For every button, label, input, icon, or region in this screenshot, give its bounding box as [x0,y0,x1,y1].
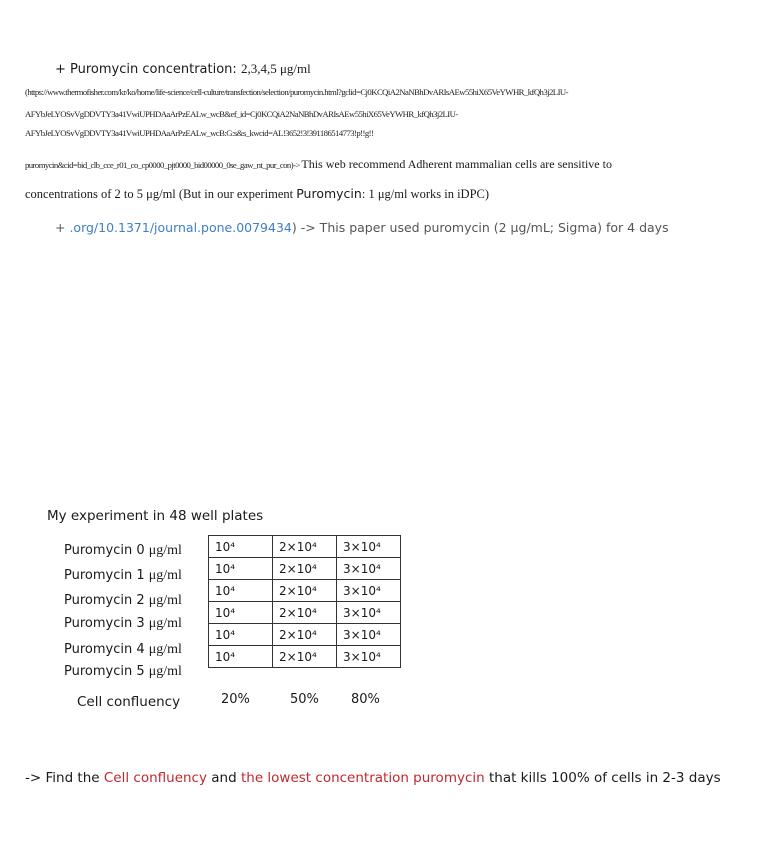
note-part-1: concentrations of 2 to 5 μg/ml (But in our experiment [25,187,297,201]
row-label-unit: μg/ml [148,664,182,679]
conclusion-highlight-confluency: Cell confluency [103,770,207,786]
conclusion-part-3: that kills 100% of cells in 2-3 days [484,770,721,786]
table-cell: 2×10⁴ [273,580,337,602]
table-row [209,646,401,668]
table-cell: 10⁴ [209,646,273,668]
row-label-text: Puromycin 2 [64,593,149,608]
table-cell: 3×10⁴ [337,602,401,624]
row-label-unit: μg/ml [148,616,182,631]
conclusion-highlight-concentration: the lowest concentration puromycin [240,770,485,786]
table-row [209,558,401,580]
table-cell: 2×10⁴ [273,602,337,624]
confluency-value: 80% [351,692,380,707]
cell-confluency-label: Cell confluency [77,694,181,710]
conclusion-part-2: and [206,770,241,786]
row-label-puromycin-4 [64,642,182,658]
confluency-value: 20% [221,692,250,707]
table-cell: 10⁴ [209,580,273,602]
table-cell: 10⁴ [209,624,273,646]
table-cell: 3×10⁴ [337,558,401,580]
table-cell: 3×10⁴ [337,646,401,668]
source-url-line-4 [25,157,612,172]
experiment-heading: My experiment in 48 well plates [47,508,264,524]
table-cell: 2×10⁴ [273,536,337,558]
row-label-puromycin-1 [64,568,182,584]
concentration-prefix: + Puromycin concentration: [55,62,241,77]
paper-suffix: ) -> This paper used puromycin (2 μg/mL; Sigma) for 4 days [291,220,669,235]
row-label-text: Puromycin 3 [64,616,149,631]
doi-link[interactable]: .org/10.1371/journal.pone.0079434 [69,220,292,235]
concentration-note [25,186,489,202]
source-url-line-1[interactable]: (https://www.thermofisher.com/kr/ko/home/life-science/cell-culture/transfection/selection/puromycin.html?gclid=Cj0KCQiA2NaNBhDvARIsAEw55hiX65VeYWHR_kfQh3j2LIU- [25,87,568,97]
table-row [209,624,401,646]
note-part-2: : 1 μg/ml works in iDPC) [361,187,490,201]
table-cell: 2×10⁴ [273,646,337,668]
table-cell: 3×10⁴ [337,624,401,646]
row-label-puromycin-5 [64,664,182,680]
table-row [209,602,401,624]
table-row [209,580,401,602]
table-cell: 2×10⁴ [273,624,337,646]
puromycin-concentration-line [55,61,311,77]
note-puromycin: Puromycin [296,186,362,201]
paper-prefix: + [55,220,70,235]
row-label-unit: μg/ml [148,593,182,608]
table-row [209,536,401,558]
row-label-unit: μg/ml [148,568,182,583]
row-label-text: Puromycin 1 [64,568,149,583]
source-url-line-2[interactable]: AFYbJeLYOSvVgDDVTY3a41VwiUPHDAaArPzEALw_wcB&ef_id=Cj0KCQiA2NaNBhDvARIsAEw55hiX65VeYWHR_kfQh3j2LIU- [25,109,458,119]
row-label-unit: μg/ml [148,642,182,657]
table-cell: 3×10⁴ [337,536,401,558]
source-url-tail[interactable]: puromycin&cid=bid_clb_cce_r01_co_cp0000_pjt0000_bid00000_0se_gaw_nt_pur_con)-> [25,160,300,170]
concentration-values: 2,3,4,5 μg/ml [240,61,311,76]
table-cell: 10⁴ [209,536,273,558]
paper-reference-line [55,220,669,235]
table-cell: 10⁴ [209,558,273,580]
conclusion-line [25,770,721,786]
row-label-puromycin-3 [64,616,182,632]
table-cell: 10⁴ [209,602,273,624]
conclusion-part-1: -> Find the [25,770,104,786]
source-url-line-3[interactable]: AFYbJeLYOSvVgDDVTY3a41VwiUPHDAaArPzEALw_wcB:G:s&s_kwcid=AL!3652!3!391186514773!p!!g!! [25,128,374,138]
cell-density-table [208,535,401,668]
row-label-text: Puromycin 5 [64,664,149,679]
table-cell: 3×10⁴ [337,580,401,602]
table-cell: 2×10⁴ [273,558,337,580]
recommendation-text: This web recommend Adherent mammalian cells are sensitive to [301,157,612,171]
row-label-unit: μg/ml [148,543,182,558]
row-label-puromycin-2 [64,593,182,609]
row-label-text: Puromycin 4 [64,642,149,657]
row-label-puromycin-0 [64,543,182,559]
confluency-value: 50% [290,692,319,707]
row-label-text: Puromycin 0 [64,543,149,558]
